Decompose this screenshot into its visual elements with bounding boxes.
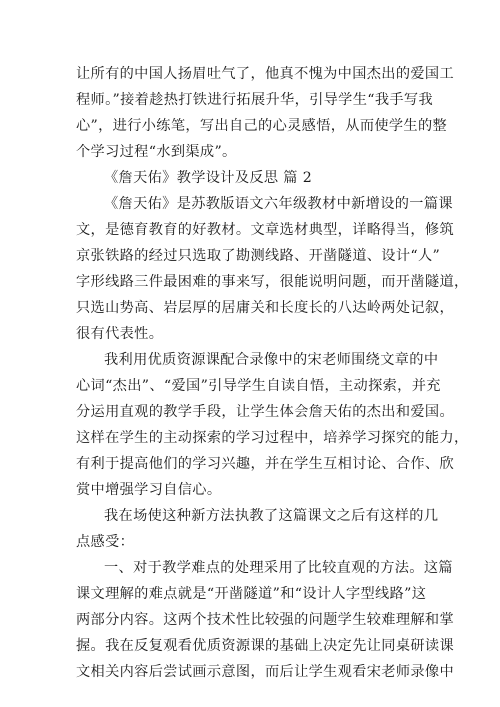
- text-line: 课文理解的难点就是“开凿隧道”和“设计人字型线路”这: [76, 586, 427, 602]
- text-line: 我利用优质资源课配合录像中的宋老师围绕文章的中: [104, 352, 439, 368]
- text-line: 《詹天佑》是苏教版语文六年级教材中新增设的一篇课: [104, 196, 453, 212]
- text-line: 只选山势高、岩层厚的居庸关和长度长的八达岭两处记叙，: [76, 300, 454, 316]
- text-line: 赏中增强学习自信心。: [76, 482, 222, 498]
- text-line: 这样在学生的主动探索的学习过程中，培养学习探究的能力，: [76, 430, 469, 446]
- text-line: 有利于提高他们的学习兴趣，并在学生互相讨论、合作、欣: [76, 456, 454, 472]
- section-heading: 《詹天佑》教学设计及反思 篇 2: [104, 170, 313, 186]
- text-line: 程师。”接着趁热打铁进行拓展升华，引导学生“我手写我: [76, 92, 434, 108]
- text-line: 让所有的中国人扬眉吐气了，他真不愧为中国杰出的爱国工: [76, 66, 454, 82]
- text-line: 两部分内容。这两个技术性比较强的问题学生较难理解和掌: [76, 612, 454, 628]
- text-line: 很有代表性。: [76, 326, 164, 342]
- text-line: 文，是德育教育的好教材。文章选材典型，详略得当，修筑: [76, 222, 454, 238]
- text-line: 文相关内容后尝试画示意图，而后让学生观看宋老师录像中: [76, 664, 454, 680]
- text-line: 分运用直观的教学手段，让学生体会詹天佑的杰出和爱国。: [76, 404, 454, 420]
- text-line: 我在场使这种新方法执教了这篇课文之后有这样的几: [104, 508, 439, 524]
- text-line: 个学习过程“水到渠成”。: [76, 144, 237, 160]
- text-line: 握。我在反复观看优质资源课的基础上决定先让同桌研读课: [76, 638, 454, 654]
- text-line: 心”，进行小练笔，写出自己的心灵感悟，从而使学生的整: [76, 118, 448, 134]
- text-line: 一、对于教学难点的处理采用了比较直观的方法。这篇: [104, 560, 453, 576]
- text-line: 心词“杰出”、“爱国”引导学生自读自悟，主动探索，并充: [76, 378, 441, 394]
- text-line: 字形线路三件最困难的事来写，很能说明问题，而开凿隧道，: [76, 274, 469, 290]
- text-line: 京张铁路的经过只选取了勘测线路、开凿隧道、设计“人”: [76, 248, 441, 264]
- text-line: 点感受：: [76, 534, 135, 550]
